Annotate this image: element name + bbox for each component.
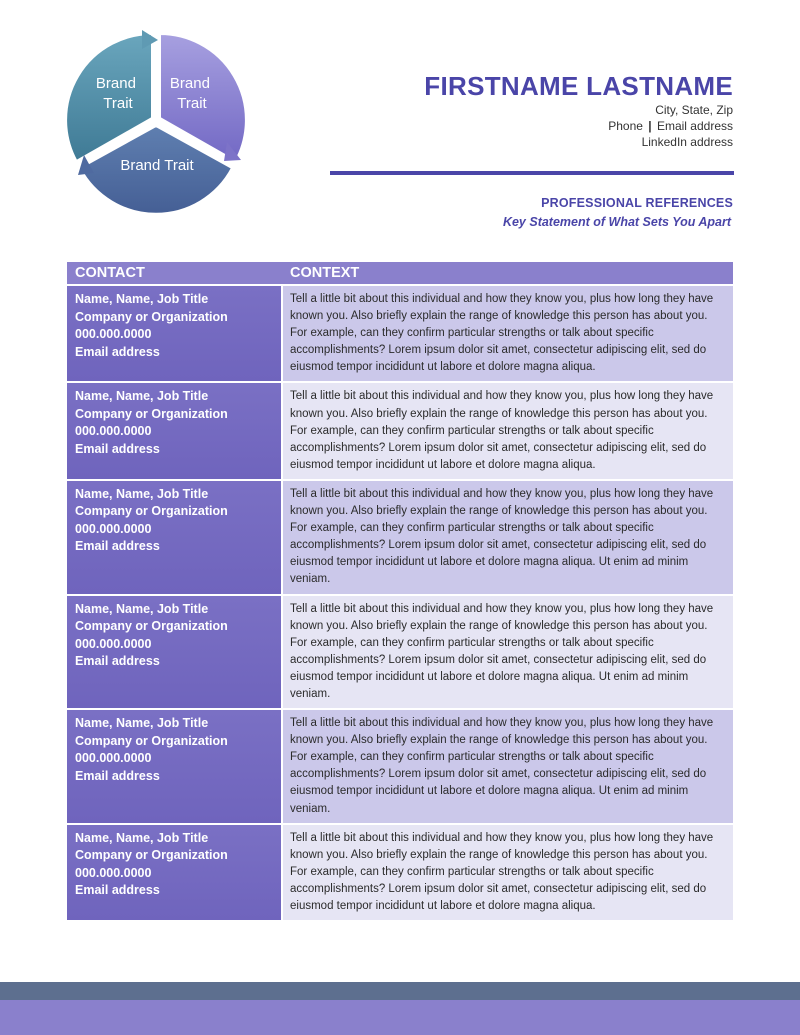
context-cell: Tell a little bit about this individual and how they know you, plus how long they have known you. Also briefly explain the range of knowledge this person has about you. For example, can they confirm particular strengths or talk about specific accomplishments? Lorem ipsum dolor sit amet, consectetur adipiscing elit, sed do eiusmod tempor incididunt ut labore et dolore magna aliqua. Ut enim ad minim veniam. — [283, 710, 733, 823]
reference-company: Company or Organization — [75, 733, 228, 748]
context-cell: Tell a little bit about this individual and how they know you, plus how long they have known you. Also briefly explain the range of knowledge this person has about you. For example, can they confirm particular strengths or talk about specific accomplishments? Lorem ipsum dolor sit amet, consectetur adipiscing elit, sed do eiusmod tempor incididunt ut labore et dolore magna aliqua. Ut enim ad minim veniam. — [283, 596, 733, 709]
reference-phone: 000.000.0000 — [75, 636, 152, 651]
table-row — [67, 284, 733, 381]
section-subtitle: Key Statement of What Sets You Apart — [502, 215, 731, 229]
reference-name: Name, Name, Job Title — [75, 830, 209, 845]
reference-name: Name, Name, Job Title — [75, 389, 209, 404]
contact-cell — [67, 383, 283, 478]
reference-phone: 000.000.0000 — [75, 521, 152, 536]
reference-company: Company or Organization — [75, 619, 228, 633]
segment-left-label: Brand Trait — [95, 75, 136, 112]
column-header-context: CONTEXT — [290, 265, 360, 281]
cycle-diagram — [66, 30, 248, 212]
address-line: City, State, Zip — [655, 103, 733, 117]
phone-text: Phone — [608, 119, 643, 133]
header-block — [333, 70, 733, 150]
footer-band-bottom — [0, 1000, 800, 1035]
contact-cell — [67, 286, 283, 381]
reference-phone: 000.000.0000 — [75, 424, 152, 439]
reference-phone: 000.000.0000 — [75, 751, 152, 766]
reference-company: Company or Organization — [75, 848, 228, 863]
phone-email-line — [333, 118, 733, 134]
reference-email: Email address — [75, 883, 160, 898]
segment-bottom-label: Brand Trait — [120, 157, 194, 174]
column-header-contact: CONTACT — [75, 265, 145, 281]
context-cell: Tell a little bit about this individual and how they know you, plus how long they have known you. Also briefly explain the range of knowledge this person has about you. For example, can they confirm particular strengths or talk about specific accomplishments? Lorem ipsum dolor sit amet, consectetur adipiscing elit, sed do eiusmod tempor incididunt ut labore et dolore magna aliqua. — [283, 825, 733, 920]
reference-phone: 000.000.0000 — [75, 865, 152, 880]
contact-cell — [67, 825, 283, 920]
table-row — [67, 708, 733, 823]
reference-name: Name, Name, Job Title — [75, 486, 209, 501]
context-cell: Tell a little bit about this individual and how they know you, plus how long they have known you. Also briefly explain the range of knowledge this person has about you. For example, can they confirm particular strengths or talk about specific accomplishments? Lorem ipsum dolor sit amet, consectetur adipiscing elit, sed do eiusmod tempor incididunt ut labore et dolore magna aliqua. — [283, 383, 733, 478]
table-header — [67, 262, 733, 284]
contact-cell — [67, 710, 283, 823]
segment-right-label: Brand Trait — [169, 75, 210, 112]
section-title: PROFESSIONAL REFERENCES — [541, 196, 733, 210]
contact-cell — [67, 596, 283, 709]
reference-email: Email address — [75, 654, 160, 668]
reference-name: Name, Name, Job Title — [75, 716, 209, 731]
email-text: Email address — [656, 119, 733, 133]
separator: | — [648, 119, 652, 133]
reference-company: Company or Organization — [75, 309, 228, 324]
context-cell: Tell a little bit about this individual and how they know you, plus how long they have known you. Also briefly explain the range of knowledge this person has about you. For example, can they confirm particular strengths or talk about specific accomplishments? Lorem ipsum dolor sit amet, consectetur adipiscing elit, sed do eiusmod tempor incididunt ut labore et dolore magna aliqua. — [283, 286, 733, 381]
linkedin-line: LinkedIn address — [641, 135, 733, 149]
header-divider — [330, 171, 734, 175]
reference-email: Email address — [75, 539, 160, 554]
reference-company: Company or Organization — [75, 406, 228, 421]
context-cell: Tell a little bit about this individual and how they know you, plus how long they have known you. Also briefly explain the range of knowledge this person has about you. For example, can they confirm particular strengths or talk about specific accomplishments? Lorem ipsum dolor sit amet, consectetur adipiscing elit, sed do eiusmod tempor incididunt ut labore et dolore magna aliqua. Ut enim ad minim veniam. — [283, 481, 733, 594]
contact-cell — [67, 481, 283, 594]
table-row — [67, 381, 733, 478]
table-row — [67, 594, 733, 709]
reference-email: Email address — [75, 768, 160, 783]
candidate-name: FIRSTNAME LASTNAME — [424, 71, 733, 101]
reference-email: Email address — [75, 344, 160, 359]
reference-company: Company or Organization — [75, 504, 228, 519]
table-row — [67, 479, 733, 594]
references-table — [67, 262, 733, 920]
brand-trait-cycle-logo — [66, 30, 248, 212]
reference-email: Email address — [75, 441, 160, 456]
footer-band-top — [0, 982, 800, 1000]
reference-name: Name, Name, Job Title — [75, 292, 209, 306]
reference-phone: 000.000.0000 — [75, 327, 152, 341]
table-row — [67, 823, 733, 920]
reference-name: Name, Name, Job Title — [75, 601, 209, 616]
